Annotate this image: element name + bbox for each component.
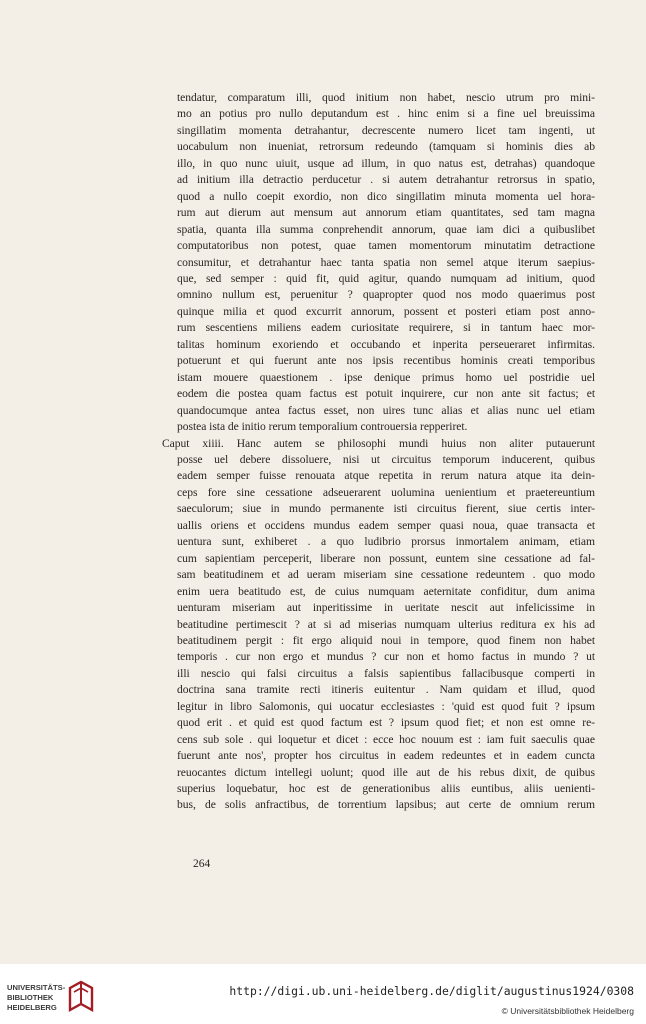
text-line: posse uel debere dissoluere, nisi ut circuitus temporum inducerent, quibus: [177, 452, 595, 466]
text-line: eadem semper fuisse renouata atque repetita in rerum natura atque ita dein-: [177, 469, 595, 483]
text-line: talitas hominum exoriendo et occubando et inperita perseueraret infirmitas.: [177, 337, 595, 351]
text-line: istam mouere quaestionem . ipse denique primus homo uel postridie uel: [177, 370, 595, 384]
text-line: uallis oriens et occidens mundus eadem semper quasi noua, quae transacta et: [177, 518, 595, 532]
text-line: quandocumque antea factus esset, non uires tunc alias et alias nunc uel etiam: [177, 403, 595, 417]
text-line: postea ista de initio rerum temporalium controuersia repperiret.: [177, 420, 468, 434]
text-line: superius loquebatur, hoc est de generationibus aliis euntibus, aliis uenienti-: [177, 782, 595, 796]
text-line: potuerunt et qui fuerunt ante nos ipsis recentibus hominis creati temporibus: [177, 354, 595, 368]
logo-line-1: UNIVERSITÄTS-: [7, 983, 66, 992]
text-line: rum sescentiens miliens eadem curiositate requirere, si in tantum haec mor-: [177, 321, 595, 335]
page-body-text: [162, 90, 595, 814]
text-line: cens sub sole . qui loquetur et dicet : ecce hoc nouum est : iam fuit saeculis quae: [177, 732, 595, 746]
text-line: reuocantes dictum intellegi uolunt; quod ille aut de his rebus dixit, de quibus: [177, 765, 595, 779]
text-line: uocabulum non inueniat, retrorsum redeundo (tamquam si hominis dies ab: [177, 140, 595, 154]
text-line: quod a nullo coepit exordio, non dico singillatim minuta momenta uel hora-: [177, 189, 595, 203]
copyright-notice: © Universitätsbibliothek Heidelberg: [501, 1006, 634, 1016]
permalink-url[interactable]: http://digi.ub.uni-heidelberg.de/diglit/augustinus1924/0308: [229, 984, 634, 998]
text-line: rum aut dierum aut mensum aut annorum etiam quantitates, sed tam magna: [177, 206, 595, 220]
text-line: consumitur, et detrahantur haec tanta spatia non semel atque iterum saepius-: [177, 255, 595, 269]
text-line: tendatur, comparatum illi, quod initium non habet, nescio utrum pro mini-: [177, 91, 595, 104]
text-line: eodem die postea quam factus est potuit inquirere, cur non ante sit factus; et: [177, 387, 595, 401]
text-line: que, sed semper : quid fit, quid agitur, quando numquam ad initium, quod: [177, 271, 595, 285]
text-line: ceps fore sine cessatione adseuerarent uolumina uenientium et praetereuntium: [177, 485, 595, 499]
text-line: quinque milia et quod excurrit annorum, possent et posteri etiam post anno-: [177, 304, 595, 318]
text-line: cum sapientiam perceperit, liberare non possunt, euntem sine cessatione ad fal-: [177, 551, 595, 565]
library-logo-icon[interactable]: [67, 980, 95, 1014]
text-line: illi nescio qui falsi circuitus a falsis sapientibus fallacibusque comperti in: [177, 666, 595, 680]
text-line: computatoribus non potest, quae tamen momentorum minutatim detractione: [177, 239, 595, 253]
text-line: fuerunt ante nos', propter hos circuitus in eadem redeuntes et in eadem cuncta: [177, 749, 595, 763]
text-line: mo an potius pro nullo deputandum est . hinc enim si a fine uel breuissima: [177, 107, 595, 121]
logo-line-3: HEIDELBERG: [7, 1003, 57, 1012]
text-line: ad initium illa detractio perducetur . si autem detrahantur retrorsus in spatio,: [177, 173, 595, 187]
text-line: legitur in libro Salomonis, qui uocatur ecclesiastes : 'quid est quod fuit ? ipsum: [177, 699, 595, 713]
text-line: omnino nullum est, peruenitur ? quapropter quod nos modo quaerimus post: [177, 288, 595, 302]
text-line: saeculorum; siue in mundo permanente isti circuitus fierent, siue certis inter-: [177, 502, 595, 516]
text-line: beatitudinem pergit : fit ergo aliquid noui in tempore, quod finem non habet: [177, 633, 595, 647]
text-line: singillatim momenta detrahantur, decrescente numero licet tam ingenti, ut: [177, 123, 595, 137]
text-line: bus, de solis anfractibus, de torrentium lapsibus; aut certe de omnium rerum: [177, 798, 595, 812]
text-line: uentura sunt, exhiberet . a quo ludibrio prorsus inmortalem animam, etiam: [177, 535, 595, 549]
text-line: spatia, quanta illa summa conprehendit annorum, quae iam dici a quibuslibet: [177, 222, 595, 236]
text-line: uenturam miseriam aut inperitissime in ueritate nescit aut infelicissime in: [177, 601, 595, 615]
text-line: temporis . cur non ergo et mundus ? cur non et homo factus in mundo ? ut: [177, 650, 595, 664]
page-number: 264: [193, 858, 211, 870]
text-line: sam beatitudinem et ad ueram miseriam sine cessatione redeuntem . quo modo: [177, 568, 595, 582]
text-line: illo, in quo nunc uiuit, usque ad illum, in quo natus est, detrahas) quandoque: [177, 156, 595, 170]
text-line: Caput xiiii. Hanc autem se philosophi mundi huius non aliter putauerunt: [162, 436, 595, 450]
text-line: quod erit . et quid est quod factum est ? ipsum quod fiet; et non est omne re-: [177, 716, 595, 730]
text-line: enim uera beatitudo est, de cuius numquam aeternitate confiditur, dum anima: [177, 584, 595, 598]
library-logo-text[interactable]: [7, 983, 65, 1013]
text-line: beatitudine pertimescit ? at si ad miserias numquam ulterius reditura ex his ad: [177, 617, 595, 631]
text-line: doctrina sana tramite recti itineris euitentur . Nam quidam et illud, quod: [177, 683, 595, 697]
logo-line-2: BIBLIOTHEK: [7, 993, 54, 1002]
